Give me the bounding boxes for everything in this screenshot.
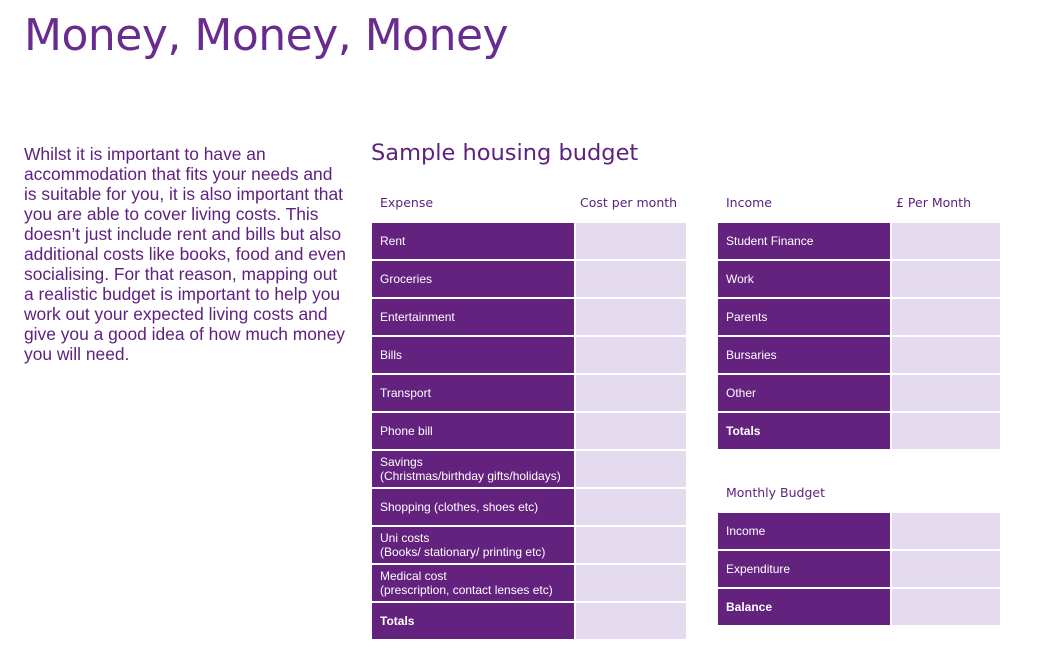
- income-cell-totals[interactable]: [892, 413, 1000, 449]
- expense-label-shopping: Shopping (clothes, shoes etc): [372, 489, 576, 525]
- expense-label-totals: Totals: [372, 603, 576, 639]
- table-row: [718, 513, 1000, 549]
- income-label-other: Other: [718, 375, 892, 411]
- income-label-student-finance: Student Finance: [718, 223, 892, 259]
- table-row: [372, 451, 686, 487]
- income-cell-work[interactable]: [892, 261, 1000, 297]
- income-label-totals: Totals: [718, 413, 892, 449]
- table-row: [372, 489, 686, 525]
- table-row: [718, 551, 1000, 587]
- table-row: [372, 299, 686, 335]
- cost-cell-groceries[interactable]: [576, 261, 686, 297]
- monthly-cell-income[interactable]: [892, 513, 1000, 549]
- table-row: [372, 603, 686, 639]
- cost-cell-bills[interactable]: [576, 337, 686, 373]
- monthly-label-income: Income: [718, 513, 892, 549]
- income-cell-student-finance[interactable]: [892, 223, 1000, 259]
- table-row: [718, 413, 1000, 449]
- cost-cell-medical-cost[interactable]: [576, 565, 686, 601]
- expense-label-transport: Transport: [372, 375, 576, 411]
- income-header: Income: [726, 195, 772, 210]
- table-row: [372, 375, 686, 411]
- cost-cell-shopping[interactable]: [576, 489, 686, 525]
- table-row: [718, 299, 1000, 335]
- cost-cell-uni-costs[interactable]: [576, 527, 686, 563]
- cost-cell-rent[interactable]: [576, 223, 686, 259]
- cost-cell-savings[interactable]: [576, 451, 686, 487]
- intro-paragraph: Whilst it is important to have an accommodation that fits your needs and is suitable for you, it is also important that you are able to cover living costs. This doesn’t just include rent and bills but also additional costs like books, food and even socialising. For that reason, mapping out a realistic budget is important to help you work out your expected living costs and give you a good idea of how much money you will need.: [24, 144, 346, 364]
- page-title: Money, Money, Money: [24, 10, 509, 61]
- expense-label-savings: Savings (Christmas/birthday gifts/holidays): [372, 451, 576, 487]
- cost-cell-phone-bill[interactable]: [576, 413, 686, 449]
- expense-label-bills: Bills: [372, 337, 576, 373]
- monthly-budget-title: Monthly Budget: [726, 485, 825, 500]
- table-row: [718, 375, 1000, 411]
- income-cell-bursaries[interactable]: [892, 337, 1000, 373]
- income-cell-other[interactable]: [892, 375, 1000, 411]
- table-row: [718, 337, 1000, 373]
- monthly-cell-balance[interactable]: [892, 589, 1000, 625]
- expense-table: [372, 223, 686, 641]
- monthly-budget-table: [718, 513, 1000, 627]
- cost-cell-totals[interactable]: [576, 603, 686, 639]
- table-row: [372, 261, 686, 297]
- cost-cell-entertainment[interactable]: [576, 299, 686, 335]
- table-row: [718, 589, 1000, 625]
- expense-label-rent: Rent: [372, 223, 576, 259]
- income-label-bursaries: Bursaries: [718, 337, 892, 373]
- cost-per-month-header: Cost per month: [580, 195, 678, 210]
- per-month-header: £ Per Month: [896, 195, 971, 210]
- table-row: [718, 261, 1000, 297]
- table-row: [372, 565, 686, 601]
- income-cell-parents[interactable]: [892, 299, 1000, 335]
- table-row: [372, 223, 686, 259]
- income-label-work: Work: [718, 261, 892, 297]
- expense-label-uni-costs: Uni costs (Books/ stationary/ printing etc): [372, 527, 576, 563]
- expense-label-phone-bill: Phone bill: [372, 413, 576, 449]
- expense-header: Expense: [380, 195, 434, 210]
- table-row: [372, 337, 686, 373]
- expense-label-entertainment: Entertainment: [372, 299, 576, 335]
- monthly-label-expenditure: Expenditure: [718, 551, 892, 587]
- budget-title: Sample housing budget: [371, 140, 639, 166]
- cost-cell-transport[interactable]: [576, 375, 686, 411]
- monthly-label-balance: Balance: [718, 589, 892, 625]
- monthly-cell-expenditure[interactable]: [892, 551, 1000, 587]
- expense-label-medical-cost: Medical cost (prescription, contact lenses etc): [372, 565, 576, 601]
- income-label-parents: Parents: [718, 299, 892, 335]
- table-row: [372, 413, 686, 449]
- income-table: [718, 223, 1000, 451]
- expense-label-groceries: Groceries: [372, 261, 576, 297]
- table-row: [718, 223, 1000, 259]
- table-row: [372, 527, 686, 563]
